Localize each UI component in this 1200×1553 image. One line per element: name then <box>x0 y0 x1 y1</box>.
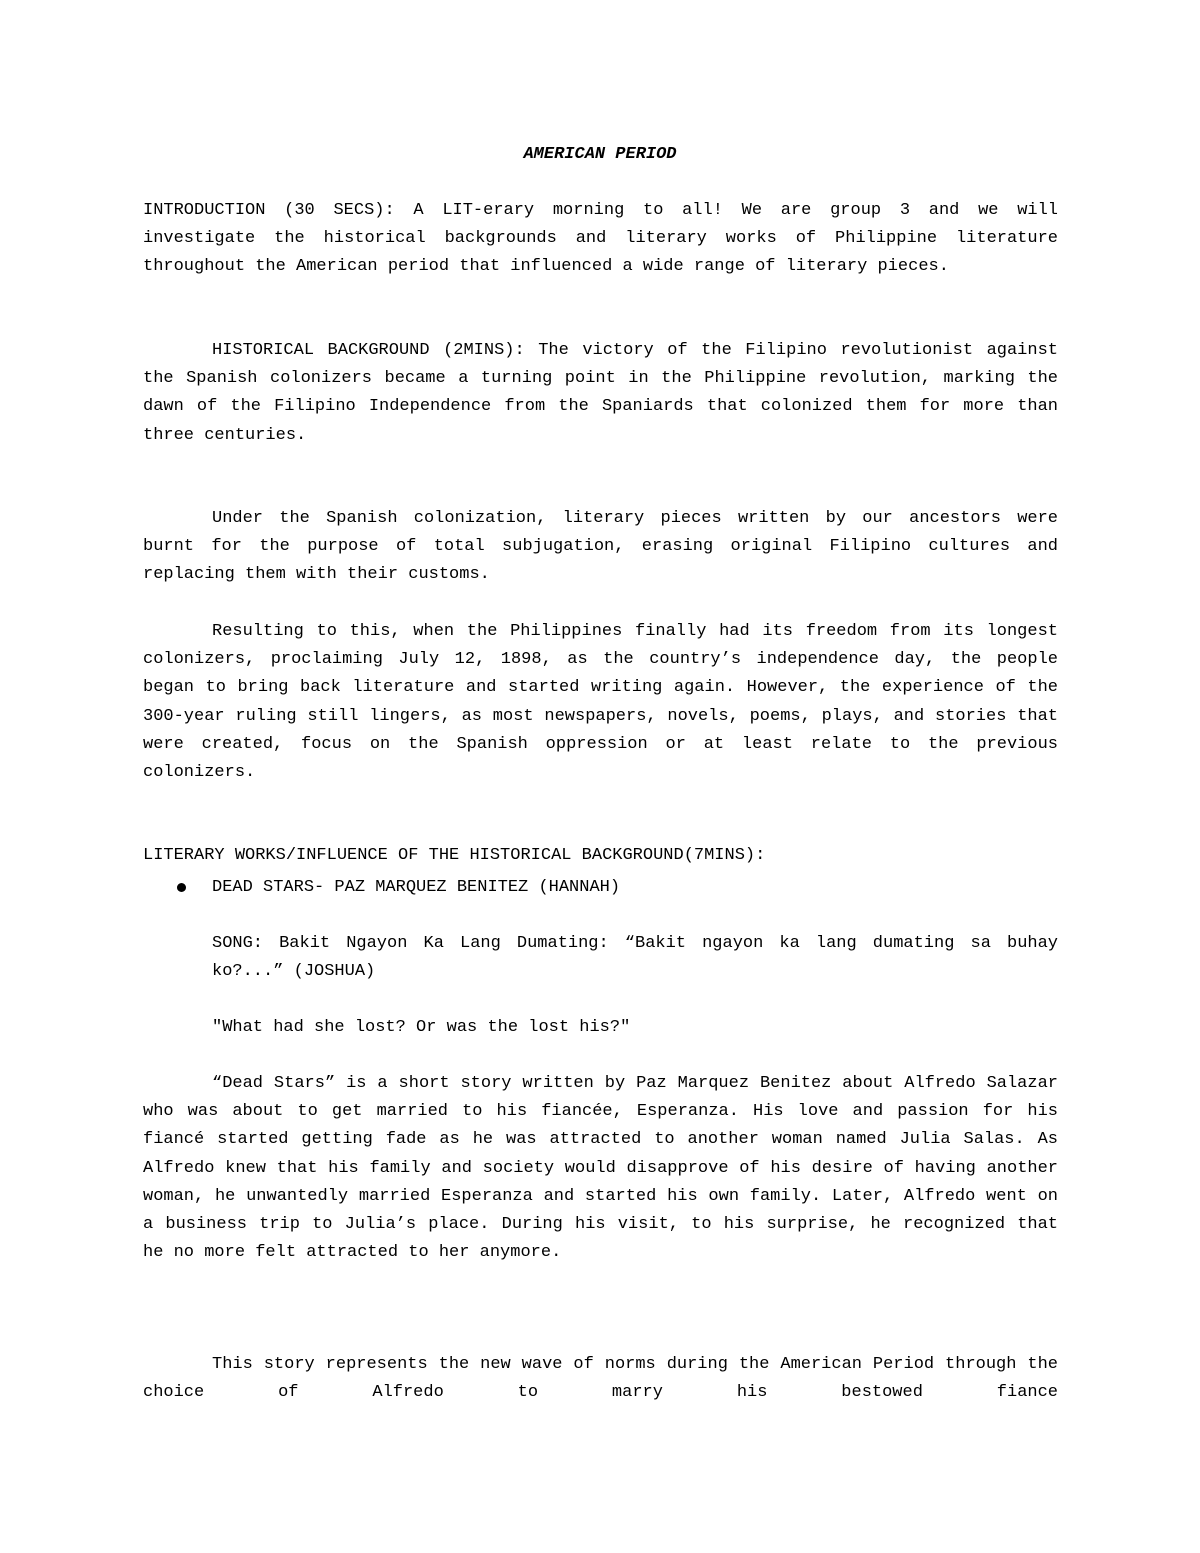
resulting-paragraph: Resulting to this, when the Philippines finally had its freedom from its longest colonizers, proclaiming July 12, 1898, as the country’s independence day, the people began to bring back literature and started writing again. However, the experience of the 300-year ruling still lingers, as most newspapers, novels, poems, plays, and stories that were created, focus on the Spanish oppression or at least relate to the previous colonizers. <box>143 622 1058 783</box>
bullet-item-text: DEAD STARS- PAZ MARQUEZ BENITEZ (HANNAH) <box>212 878 621 897</box>
song-paragraph: SONG: Bakit Ngayon Ka Lang Dumating: “Bakit ngayon ka lang dumating sa buhay ko?...” (JOSHUA) <box>212 934 1058 982</box>
historical-background-paragraph: HISTORICAL BACKGROUND (2MINS): The victory of the Filipino revolutionist against the Spanish colonizers became a turning point in the Philippine revolution, marking the dawn of the Filipino Independence from the Spaniards that colonized them for more than three centuries. <box>143 341 1058 445</box>
story-represents-paragraph: This story represents the new wave of norms during the American Period through the choice of Alfredo to marry his bestowed fiance <box>143 1355 1058 1403</box>
bullet-icon <box>177 883 186 892</box>
page-title: AMERICAN PERIOD <box>523 145 677 164</box>
literary-works-heading: LITERARY WORKS/INFLUENCE OF THE HISTORICAL BACKGROUND(7MINS): <box>143 846 766 865</box>
quote-line: "What had she lost? Or was the lost his?" <box>212 1018 631 1037</box>
spanish-colonization-paragraph: Under the Spanish colonization, literary pieces written by our ancestors were burnt for the purpose of total subjugation, erasing original Filipino cultures and replacing them with their customs. <box>143 509 1058 585</box>
dead-stars-summary-paragraph: “Dead Stars” is a short story written by Paz Marquez Benitez about Alfredo Salazar who was about to get married to his fiancée, Esperanza. His love and passion for his fiancé started getting fade as he was attracted to another woman named Julia Salas. As Alfredo knew that his family and society would disapprove of his desire of having another woman, he unwantedly married Esperanza and started his own family. Later, Alfredo went on a business trip to Julia’s place. During his visit, to his surprise, he recognized that he no more felt attracted to her anymore. <box>143 1074 1058 1263</box>
introduction-paragraph: INTRODUCTION (30 SECS): A LIT-erary morning to all! We are group 3 and we will investigate the historical backgrounds and literary works of Philippine literature throughout the American period that influenced a wide range of literary pieces. <box>143 201 1058 277</box>
